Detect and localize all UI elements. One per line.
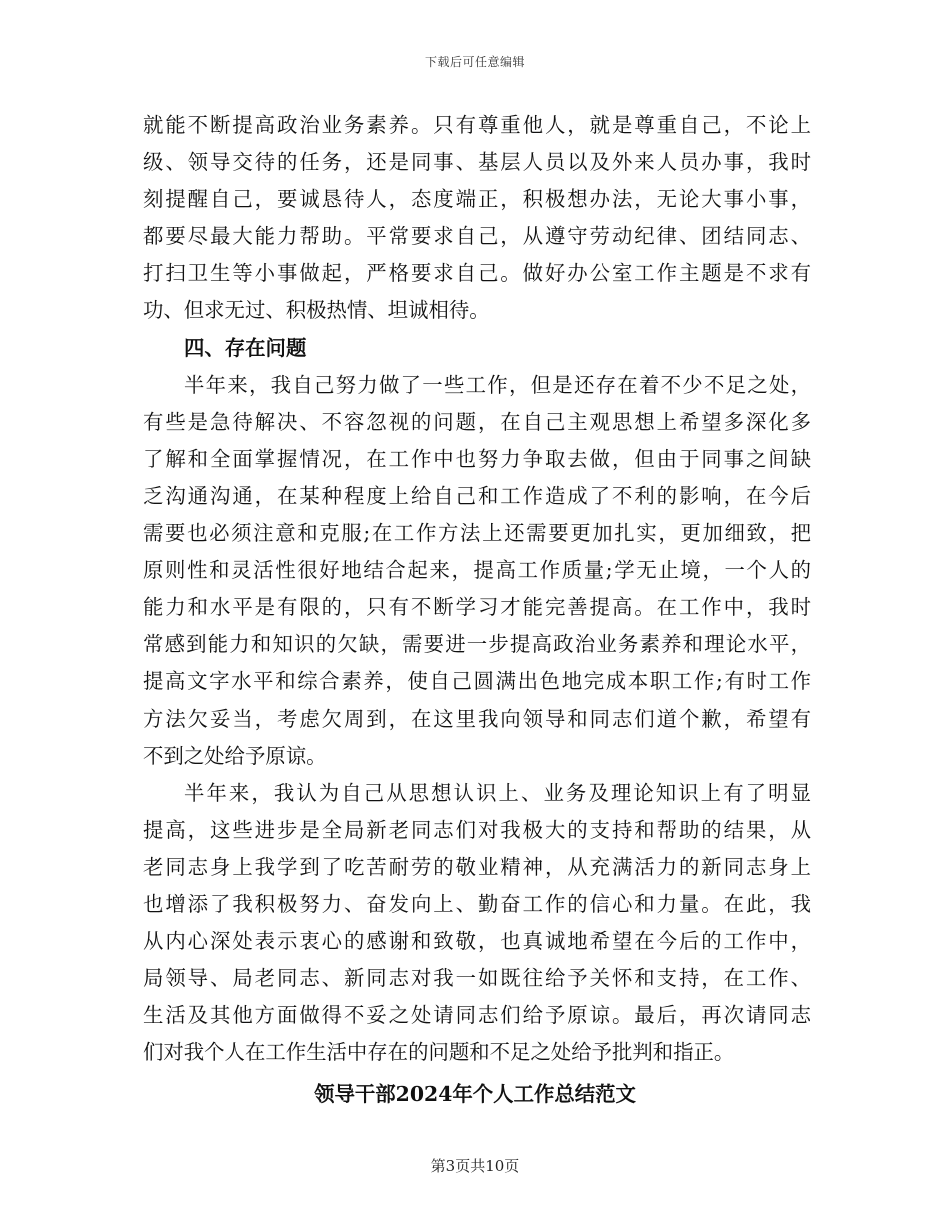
text-line: 了解和全面掌握情况，在工作中也努力争取去做，但由于同事之间缺 [143, 446, 811, 471]
text-line: 就能不断提高政治业务素养。只有尊重他人，就是尊重自己，不论上 [143, 113, 811, 137]
text-line: 方法欠妥当，考虑欠周到，在这里我向领导和同志们道个歉，希望有 [143, 706, 811, 731]
text-line: 半年来，我自己努力做了一些工作，但是还存在着不少不足之处， [184, 372, 811, 397]
text-line: 有些是急待解决、不容忽视的问题，在自己主观思想上希望多深化多 [143, 409, 811, 434]
page-number-footer: 第3页共10页 [430, 1157, 520, 1175]
text-line: 不到之处给予原谅。 [143, 743, 327, 768]
text-line: 常感到能力和知识的欠缺，需要进一步提高政治业务素养和理论水平， [143, 632, 811, 657]
text-line: 局领导、局老同志、新同志对我一如既往给予关怀和支持，在工作、 [143, 966, 811, 991]
next-article-title: 领导干部2024年个人工作总结范文 [314, 1082, 636, 1106]
text-line: 功、但求无过、积极热情、坦诚相待。 [143, 298, 490, 323]
paragraph-2 [143, 367, 811, 775]
text-line: 打扫卫生等小事做起，严格要求自己。做好办公室工作主题是不求有 [143, 261, 811, 286]
document-body [143, 107, 811, 1071]
paragraph-1 [143, 107, 811, 330]
text-line: 需要也必须注意和克服;在工作方法上还需要更加扎实，更加细致，把 [143, 521, 811, 546]
text-line: 级、领导交待的任务，还是同事、基层人员以及外来人员办事，我时 [143, 150, 811, 175]
text-line: 提高文字水平和综合素养，使自己圆满出色地完成本职工作;有时工作 [143, 669, 811, 694]
text-line: 提高，这些进步是全局新老同志们对我极大的支持和帮助的结果，从 [143, 817, 811, 842]
section-heading-problems: 四、存在问题 [184, 335, 307, 360]
text-line: 都要尽最大能力帮助。平常要求自己，从遵守劳动纪律、团结同志、 [143, 224, 811, 249]
text-line: 生活及其他方面做得不妥之处请同志们给予原谅。最后，再次请同志 [143, 1003, 811, 1028]
text-line: 老同志身上我学到了吃苦耐劳的敬业精神，从充满活力的新同志身上 [143, 854, 811, 879]
text-line: 也增添了我积极努力、奋发向上、勤奋工作的信心和力量。在此，我 [143, 891, 811, 916]
text-line: 从内心深处表示衷心的感谢和致敬，也真诚地希望在今后的工作中， [143, 929, 811, 954]
text-line: 能力和水平是有限的，只有不断学习才能完善提高。在工作中，我时 [143, 595, 811, 620]
text-line: 们对我个人在工作生活中存在的问题和不足之处给予批判和指正。 [143, 1040, 735, 1065]
page-header-note: 下载后可任意编辑 [424, 55, 525, 69]
text-line: 刻提醒自己，要诚恳待人，态度端正，积极想办法，无论大事小事， [143, 187, 811, 212]
text-line: 半年来，我认为自己从思想认识上、业务及理论知识上有了明显 [184, 780, 811, 805]
text-line: 乏沟通沟通，在某种程度上给自己和工作造成了不利的影响，在今后 [143, 483, 811, 508]
paragraph-3 [143, 775, 811, 1072]
text-line: 原则性和灵活性很好地结合起来，提高工作质量;学无止境，一个人的 [143, 558, 811, 583]
